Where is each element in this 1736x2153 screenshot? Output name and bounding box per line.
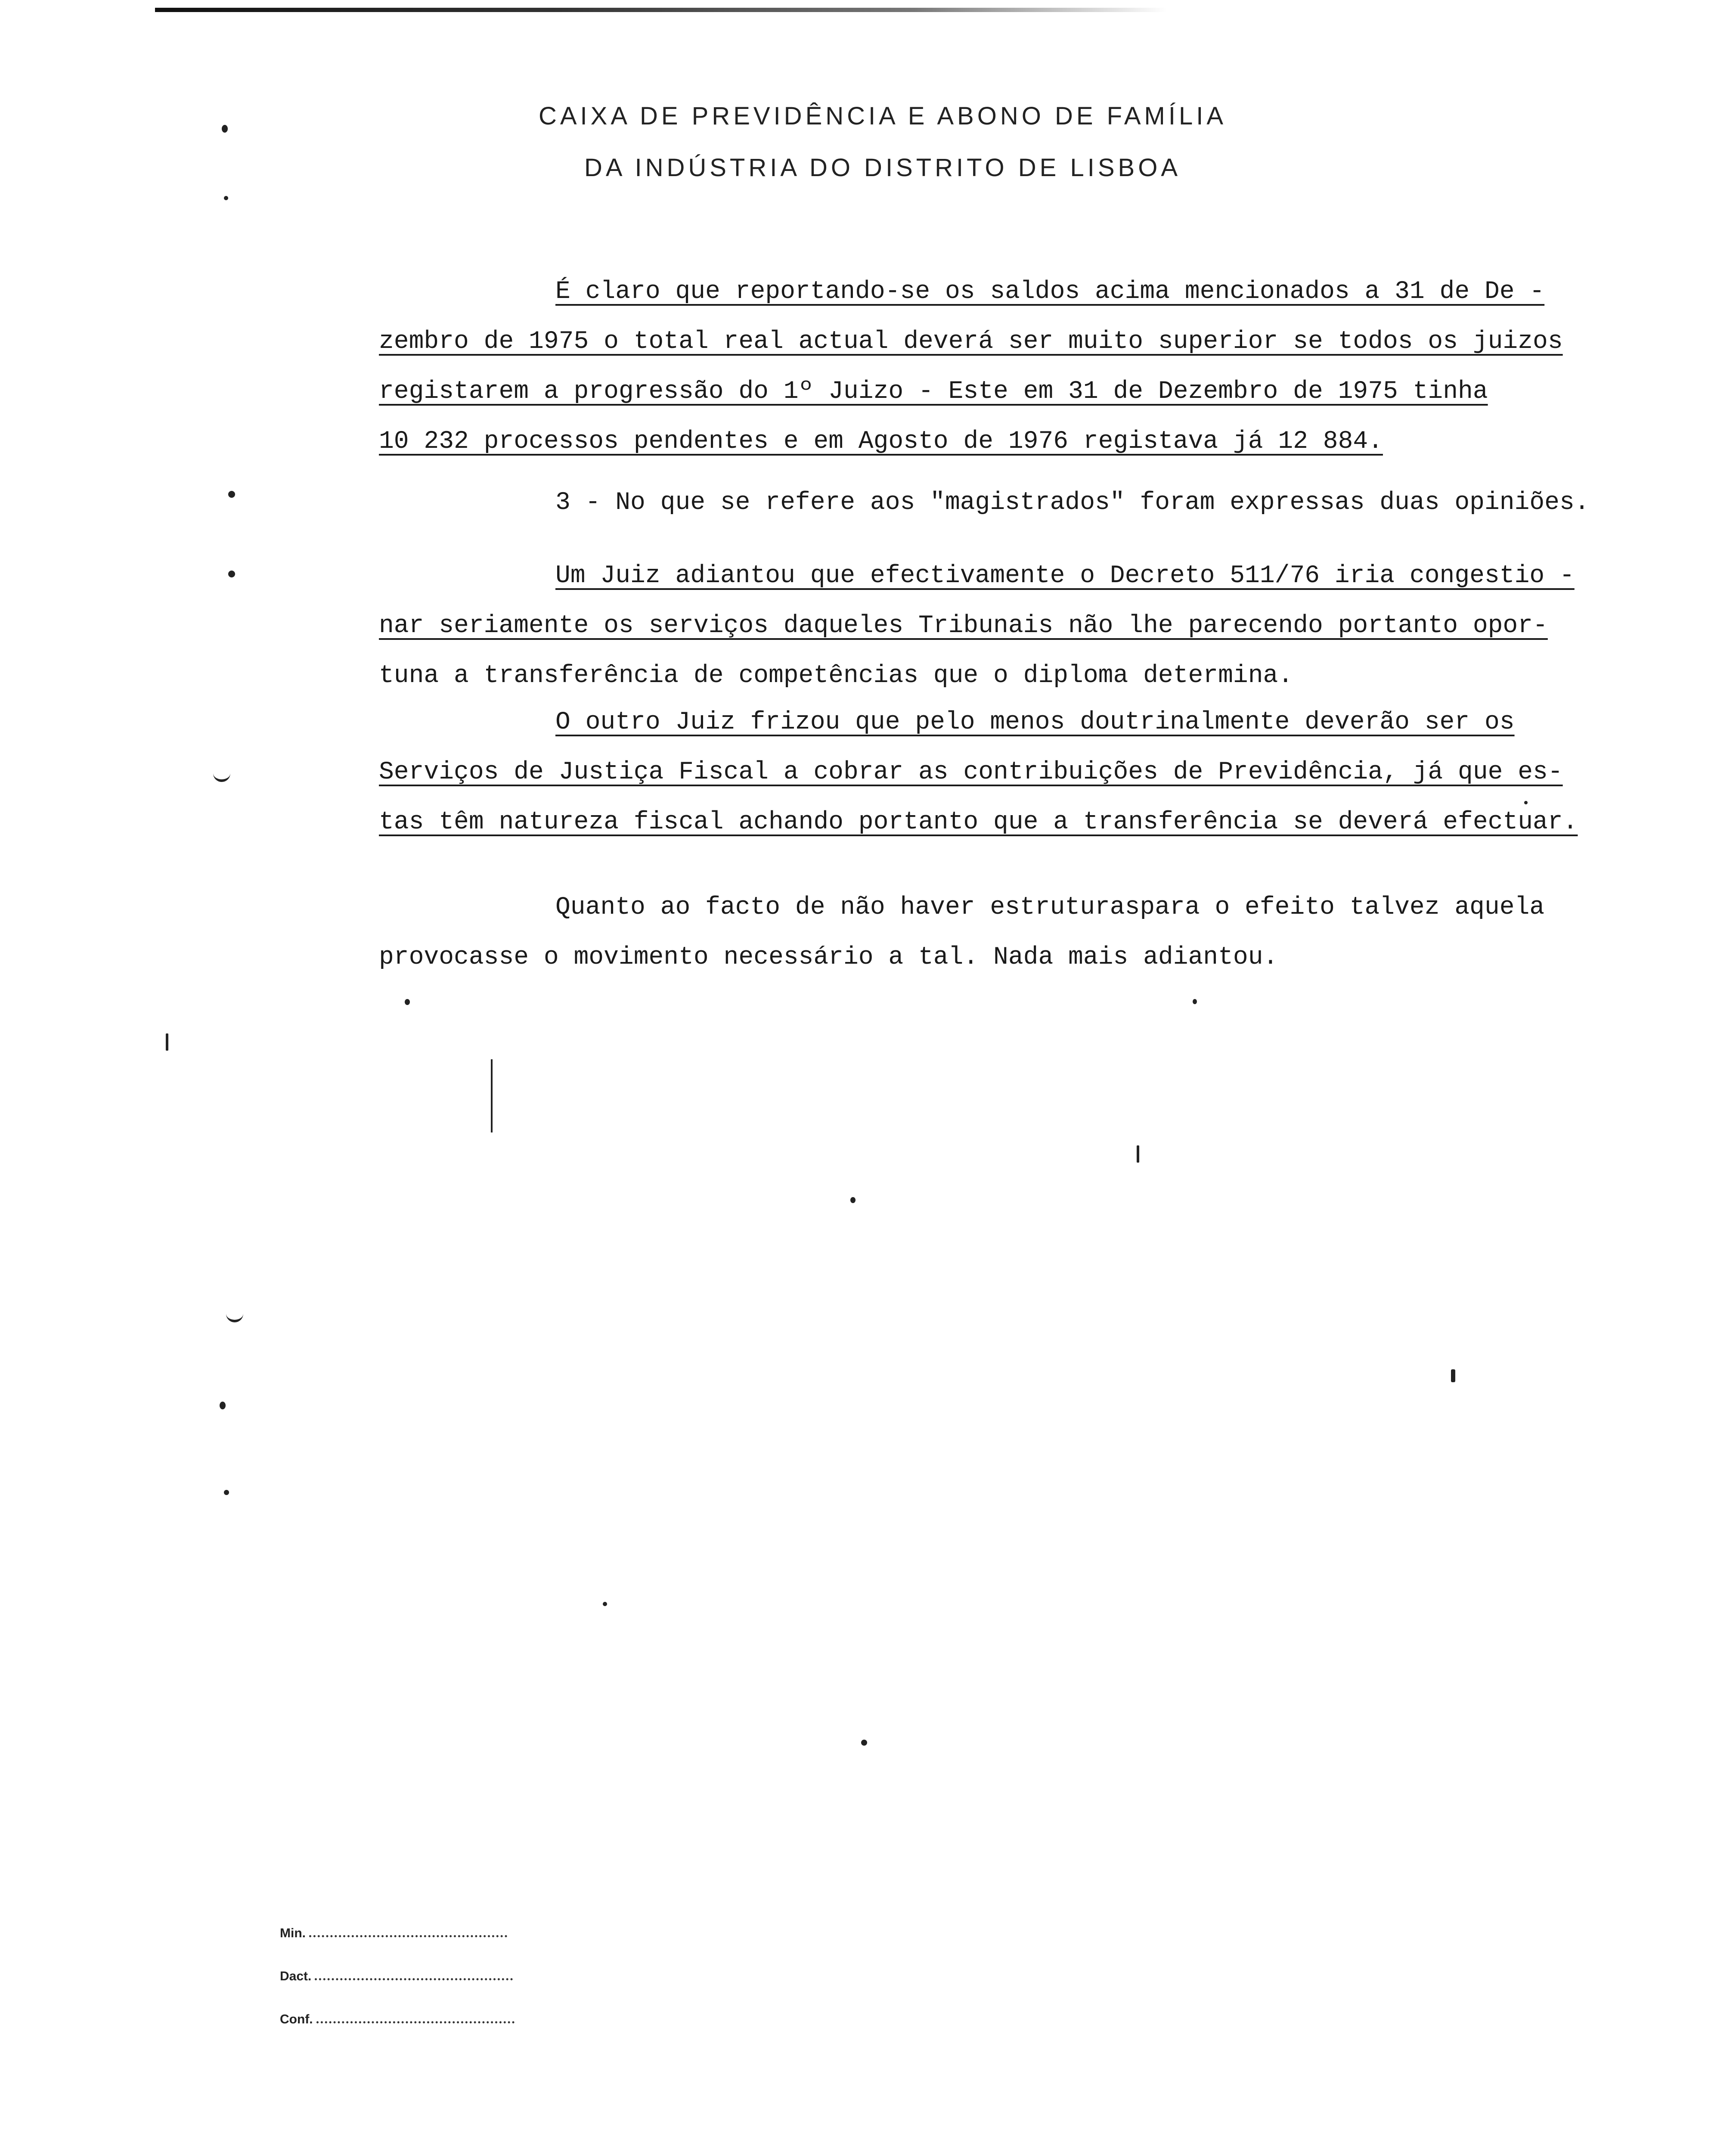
scan-speck <box>220 1402 226 1409</box>
scan-speck <box>228 571 235 577</box>
scan-speck <box>491 1059 493 1132</box>
paragraph-juiz-1 <box>379 551 1576 701</box>
letterhead-line-1: CAIXA DE PREVIDÊNCIA E ABONO DE FAMÍLIA <box>538 102 1227 130</box>
conf-label: Conf. <box>280 2012 313 2026</box>
scan-speck <box>222 125 228 133</box>
form-row-dact <box>280 1955 515 1998</box>
scan-speck <box>1137 1145 1139 1163</box>
scan-speck <box>1451 1369 1455 1382</box>
dotted-line <box>315 1978 513 1980</box>
dact-label: Dact. <box>280 1969 312 1983</box>
scan-speck <box>1193 999 1197 1004</box>
scan-speck <box>224 196 228 200</box>
text-line: Quanto ao facto de não haver estruturaspara o efeito talvez aquela <box>555 893 1545 921</box>
scan-speck <box>1524 801 1528 804</box>
top-rule <box>155 8 1167 12</box>
text-line: tuna a transferência de competências que o diploma determina. <box>379 662 1293 690</box>
scan-speck <box>228 491 235 498</box>
text-line: nar seriamente os serviços daqueles Tribunais não lhe parecendo portanto opor- <box>379 612 1548 640</box>
min-label: Min. <box>280 1926 306 1940</box>
paragraph-estruturas <box>379 883 1576 983</box>
form-row-min <box>280 1912 515 1955</box>
text-line: tas têm natureza fiscal achando portanto que a transferência se deverá efectuar. <box>379 808 1578 836</box>
scan-speck <box>213 771 230 782</box>
paragraph-juiz-2 <box>379 698 1576 847</box>
typist-form <box>280 1912 515 2041</box>
text-line: Serviços de Justiça Fiscal a cobrar as contribuições de Previdência, já que es- <box>379 758 1563 786</box>
scan-speck <box>850 1197 856 1203</box>
scan-speck <box>405 999 410 1005</box>
scan-speck <box>166 1033 168 1051</box>
letterhead <box>474 90 1292 194</box>
text-line: Um Juiz adiantou que efectivamente o Decreto 511/76 iria congestio - <box>555 562 1575 590</box>
scan-speck <box>226 1311 243 1322</box>
scan-speck <box>224 1490 229 1495</box>
text-line: registarem a progressão do 1º Juizo - Este em 31 de Dezembro de 1975 tinha <box>379 378 1488 406</box>
text-line: É claro que reportando-se os saldos acima mencionados a 31 de De - <box>555 278 1545 306</box>
scan-speck <box>861 1740 867 1746</box>
dotted-line <box>316 2021 515 2023</box>
text-line: provocasse o movimento necessário a tal. Nada mais adiantou. <box>379 943 1278 971</box>
paragraph-saldos <box>379 267 1576 467</box>
text-line: O outro Juiz frizou que pelo menos doutrinalmente deverão ser os <box>555 708 1515 736</box>
form-row-conf <box>280 1998 515 2041</box>
letterhead-line-2: DA INDÚSTRIA DO DISTRITO DE LISBOA <box>584 154 1181 182</box>
text-line: 10 232 processos pendentes e em Agosto de 1976 registava já 12 884. <box>379 428 1383 456</box>
scan-speck <box>603 1602 607 1606</box>
text-line: zembro de 1975 o total real actual deverá ser muito superior se todos os juizos <box>379 328 1563 356</box>
paragraph-magistrados <box>379 478 1590 528</box>
text-line: 3 - No que se refere aos "magistrados" foram expressas duas opiniões. <box>555 489 1590 517</box>
dotted-line <box>309 1935 507 1937</box>
